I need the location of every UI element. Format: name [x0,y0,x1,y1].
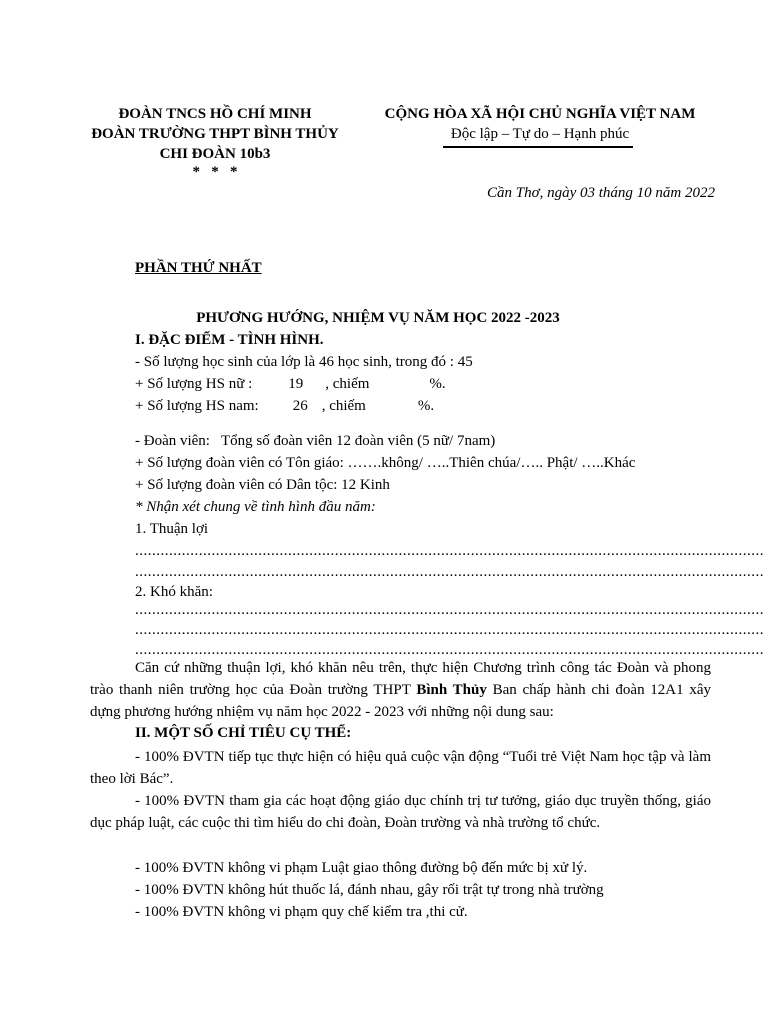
female-count: 19 [288,376,304,392]
dotted-line: .................................................................................................................................................... [135,543,764,559]
dotted-line: .................................................................................................................................................... [135,602,764,618]
difficulties-label: 2. Khó khăn: [135,584,213,600]
section-1-heading: I. ĐẶC ĐIỂM - TÌNH HÌNH. [135,332,324,348]
basis-paragraph: Căn cứ những thuận lợi, khó khăn nêu trên, thực hiện Chương trình công tác Đoàn và phong trào thanh niên trường học của Đoàn trường THPT Bình Thủy Ban chấp hành chi đoàn 12A1 xây dựng phương hướng nhiệm vụ năm học 2022 - 2023 với những nội dung sau: [90,660,712,720]
main-title: PHƯƠNG HƯỚNG, NHIỆM VỤ NĂM HỌC 2022 -2023 [196,310,560,326]
target-item: - 100% ĐVTN tham gia các hoạt động giáo dục chính trị tư tưởng, giáo dục truyền thống, giáo dục pháp luật, các cuộc thi tìm hiểu do chi đoàn, Đoàn trường và nhà trường tổ chức. [90,793,711,831]
target-item: - 100% ĐVTN không hút thuốc lá, đánh nhau, gây rối trật tự trong nhà trường [135,882,604,898]
dotted-line: .................................................................................................................................................... [135,564,764,580]
motto: Độc lập – Tự do – Hạnh phúc [450,126,630,142]
male-row [135,396,434,416]
section-2-heading: II. MỘT SỐ CHỈ TIÊU CỤ THỂ: [135,725,352,741]
remark-label: * Nhận xét chung về tình hình đầu năm: [135,499,376,515]
male-pct-unit: %. [417,398,435,414]
date-line: Cần Thơ, ngày 03 tháng 10 năm 2022 [486,185,715,201]
female-label: + Số lượng HS nữ : [135,376,253,392]
ethnic-line: + Số lượng đoàn viên có Dân tộc: 12 Kinh [135,477,390,493]
male-count: 26 [292,398,308,414]
org-line-2: ĐOÀN TRƯỜNG THPT BÌNH THỦY [91,126,339,142]
motto-underline [443,146,633,148]
org-line-1: ĐOÀN TNCS HỒ CHÍ MINH [118,106,312,122]
country-name: CỘNG HÒA XÃ HỘI CHỦ NGHĨA VIỆT NAM [384,106,696,122]
dotted-line: .................................................................................................................................................... [135,622,764,638]
target-item: - 100% ĐVTN tiếp tục thực hiện có hiệu quả cuộc vận động “Tuổi trẻ Việt Nam học tập và làm theo lời Bác”. [90,749,711,787]
female-pct-label: , chiếm [325,376,370,392]
target-item: - 100% ĐVTN không vi phạm Luật giao thông đường bộ đến mức bị xử lý. [135,860,588,876]
members-line: - Đoàn viên: Tổng số đoàn viên 12 đoàn viên (5 nữ/ 7nam) [135,433,496,449]
school-name: Bình Thủy [416,682,487,698]
org-line-3: CHI ĐOÀN 10b3 [159,146,271,162]
stars-separator: * * * [192,164,238,180]
male-pct-label: , chiếm [321,398,366,414]
female-pct-unit: %. [429,376,446,392]
religion-line: + Số lượng đoàn viên có Tôn giáo: …….không/ …..Thiên chúa/….. Phật/ …..Khác [135,455,636,471]
students-line: - Số lượng học sinh của lớp là 46 học sinh, trong đó : 45 [135,354,473,370]
target-item: - 100% ĐVTN không vi phạm quy chế kiểm tra ,thi cử. [135,904,468,920]
male-label: + Số lượng HS nam: [135,398,259,414]
female-row [135,374,446,394]
advantages-label: 1. Thuận lợi [135,521,209,537]
part-title: PHẦN THỨ NHẤT [135,260,262,276]
dotted-line: .................................................................................................................................................... [135,642,764,658]
